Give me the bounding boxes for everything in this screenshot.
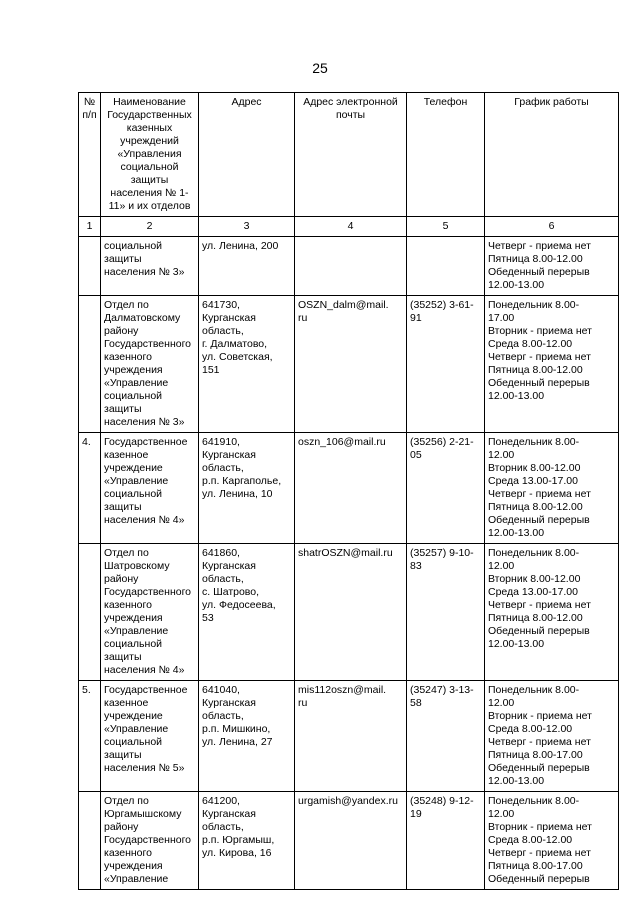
institution-schedule: Понедельник 8.00- 12.00 Вторник 8.00-12.00 Среда 13.00-17.00 Четверг - приема нет Пятница 8.00-12.00 Обеденный перерыв 12.00-13.00 xyxy=(485,544,619,681)
table-row xyxy=(79,792,619,890)
column-number: 1 xyxy=(79,217,101,237)
institution-address: 641860, Курганская область, с. Шатрово, ул. Федосеева, 53 xyxy=(199,544,295,681)
institution-email: OSZN_dalm@mail. ru xyxy=(295,296,407,433)
institution-name: Отдел по Шатровскому району Государственного казенного учреждения «Управление социальной защиты населения № 4» xyxy=(101,544,199,681)
institution-name: Государственное казенное учреждение «Управление социальной защиты населения № 4» xyxy=(101,433,199,544)
institutions-table xyxy=(78,92,619,890)
column-number: 5 xyxy=(407,217,485,237)
row-number: 4. xyxy=(79,433,101,544)
institution-schedule: Понедельник 8.00- 12.00 Вторник - приема нет Среда 8.00-12.00 Четверг - приема нет Пятница 8.00-17.00 Обеденный перерыв 12.00-13.00 xyxy=(485,681,619,792)
institution-name: социальной защиты населения № 3» xyxy=(101,237,199,296)
column-number-row xyxy=(79,217,619,237)
table-row xyxy=(79,544,619,681)
row-number xyxy=(79,792,101,890)
column-number: 4 xyxy=(295,217,407,237)
institution-address: 641040, Курганская область, р.п. Мишкино, ул. Ленина, 27 xyxy=(199,681,295,792)
institution-email: shatrOSZN@mail.ru xyxy=(295,544,407,681)
header-cell-address: Адрес xyxy=(199,93,295,217)
row-number: 5. xyxy=(79,681,101,792)
institution-email xyxy=(295,237,407,296)
column-number: 3 xyxy=(199,217,295,237)
table-row xyxy=(79,433,619,544)
header-cell-schedule: График работы xyxy=(485,93,619,217)
row-number xyxy=(79,544,101,681)
institution-email: oszn_106@mail.ru xyxy=(295,433,407,544)
row-number xyxy=(79,296,101,433)
institution-schedule: Понедельник 8.00- 12.00 Вторник - приема нет Среда 8.00-12.00 Четверг - приема нет Пятница 8.00-17.00 Обеденный перерыв xyxy=(485,792,619,890)
header-row xyxy=(79,93,619,217)
institution-schedule: Понедельник 8.00- 12.00 Вторник 8.00-12.00 Среда 13.00-17.00 Четверг - приема нет Пятница 8.00-12.00 Обеденный перерыв 12.00-13.00 xyxy=(485,433,619,544)
institution-schedule: Понедельник 8.00- 17.00 Вторник - приема нет Среда 8.00-12.00 Четверг - приема нет Пятница 8.00-12.00 Обеденный перерыв 12.00-13.00 xyxy=(485,296,619,433)
institution-schedule: Четверг - приема нет Пятница 8.00-12.00 Обеденный перерыв 12.00-13.00 xyxy=(485,237,619,296)
institution-name: Отдел по Юргамышскому району Государственного казенного учреждения «Управление xyxy=(101,792,199,890)
institution-phone: (35257) 9-10- 83 xyxy=(407,544,485,681)
institution-email: mis112oszn@mail. ru xyxy=(295,681,407,792)
institution-address: 641910, Курганская область, р.п. Каргаполье, ул. Ленина, 10 xyxy=(199,433,295,544)
header-cell-num: № п/п xyxy=(79,93,101,217)
row-number xyxy=(79,237,101,296)
institution-phone: (35252) 3-61- 91 xyxy=(407,296,485,433)
header-cell-email: Адрес электронной почты xyxy=(295,93,407,217)
table-row xyxy=(79,681,619,792)
institution-name: Отдел по Далматовскому району Государственного казенного учреждения «Управление социальной защиты населения № 3» xyxy=(101,296,199,433)
institution-address: 641200, Курганская область, р.п. Юргамыш, ул. Кирова, 16 xyxy=(199,792,295,890)
institution-address: 641730, Курганская область, г. Далматово, ул. Советская, 151 xyxy=(199,296,295,433)
header-cell-name: Наименование Государственных казенных учреждений «Управления социальной защиты населения № 1- 11» и их отделов xyxy=(101,93,199,217)
column-number: 2 xyxy=(101,217,199,237)
table-row xyxy=(79,296,619,433)
institution-email: urgamish@yandex.ru xyxy=(295,792,407,890)
institution-name: Государственное казенное учреждение «Управление социальной защиты населения № 5» xyxy=(101,681,199,792)
table-row xyxy=(79,237,619,296)
institution-address: ул. Ленина, 200 xyxy=(199,237,295,296)
institution-phone: (35248) 9-12- 19 xyxy=(407,792,485,890)
institution-phone: (35256) 2-21- 05 xyxy=(407,433,485,544)
header-cell-phone: Телефон xyxy=(407,93,485,217)
column-number: 6 xyxy=(485,217,619,237)
page-number: 25 xyxy=(312,60,328,76)
institution-phone: (35247) 3-13- 58 xyxy=(407,681,485,792)
institution-phone xyxy=(407,237,485,296)
